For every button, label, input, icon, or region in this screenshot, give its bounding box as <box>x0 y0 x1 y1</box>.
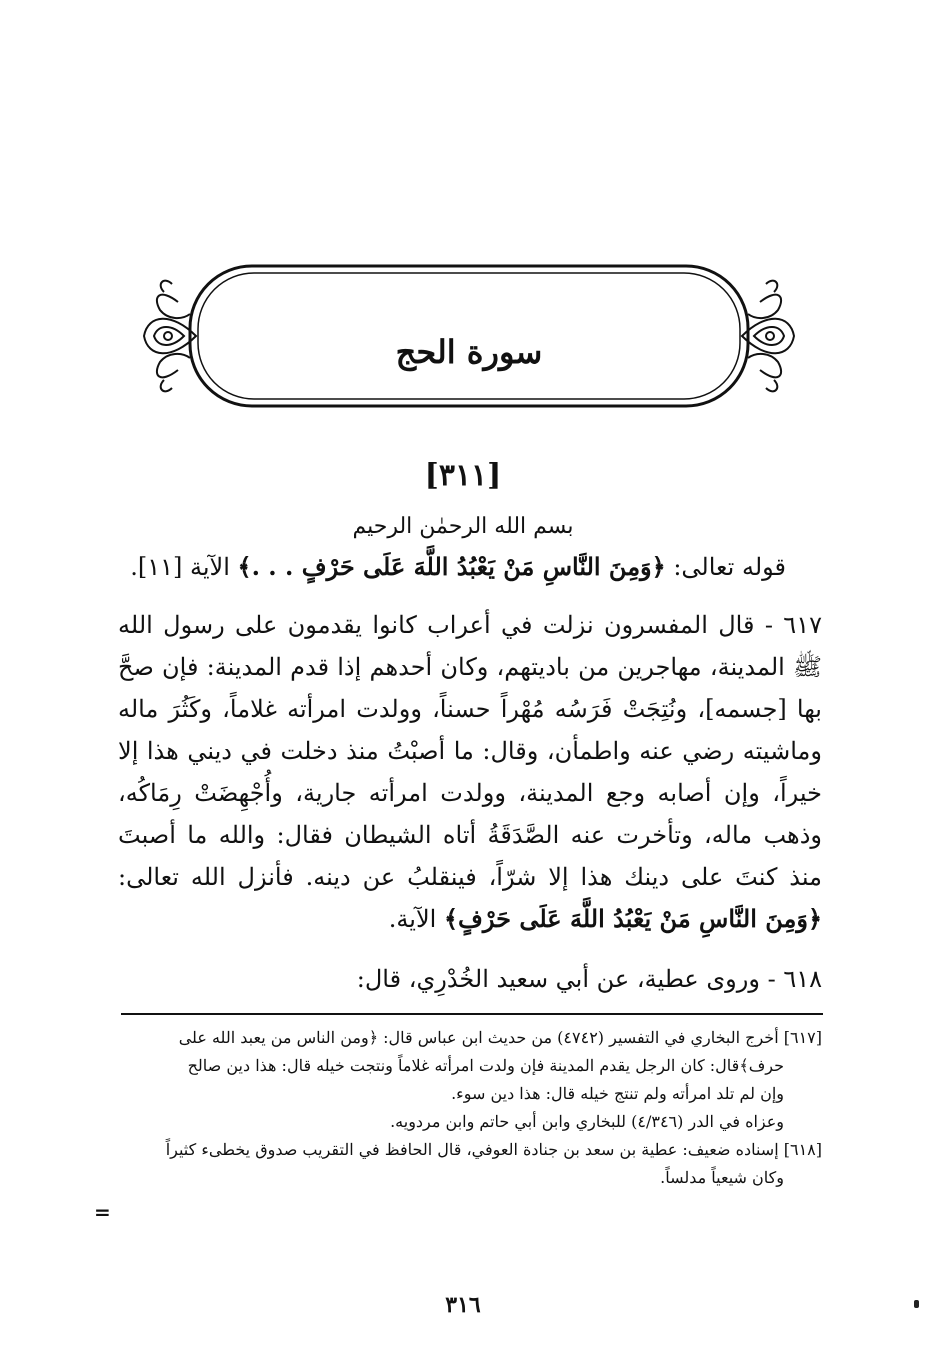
paragraph-number: ٦١٨ - <box>767 965 822 993</box>
verse-quran-text: ﴿وَمِنَ النَّاسِ مَنْ يَعْبُدُ اللَّهَ عَلَى حَرْفٍ . . .﴾ <box>237 552 666 581</box>
footnote-617-line: حرف﴾قال: كان الرجل يقدم المدينة فإن ولدت امرأته غلاماً ونتجت خيله قال: هذا دين صالح <box>187 1056 784 1075</box>
paragraph-text-end: الآية. <box>388 905 437 933</box>
footnote-617-line: [٦١٧] أخرج البخاري في التفسير (٤٧٤٢) من حديث ابن عباس قال: ﴿ومن الناس من يعبد الله على <box>178 1028 822 1047</box>
verse-intro-suffix: الآية [١١]. <box>130 553 230 581</box>
verse-intro <box>130 550 786 584</box>
paragraph-text: وروى عطية، عن أبي سعيد الخُدْرِي، قال: <box>356 965 760 993</box>
basmala: بسم الله الرحمٰن الرحيم <box>352 514 574 539</box>
page-number: ٣١٦ <box>445 1292 481 1318</box>
footnote-divider <box>121 1013 823 1015</box>
surah-title-banner <box>138 262 800 410</box>
footnote-617-line: وإن لم تلد امرأته ولم تنتج خيله قال: هذا دين سوء. <box>451 1084 784 1103</box>
verse-intro-prefix: قوله تعالى: <box>673 553 786 581</box>
continuation-mark: = <box>94 1200 111 1224</box>
footnote-617-line: وعزاه في الدر (٤/٣٤٦) للبخاري وابن أبي حاتم وابن مردويه. <box>390 1112 784 1131</box>
footnote-618-line: وكان شيعياً مدلساً. <box>660 1168 784 1187</box>
footnote-618-line: [٦١٨] إسناده ضعيف: عطية بن سعد بن جنادة العوفي، قال الحافظ في التقريب صدوق يخطىء كثيراً <box>165 1140 822 1159</box>
paragraph-number: ٦١٧ - <box>764 611 822 639</box>
paragraph-617 <box>118 604 822 940</box>
footnotes <box>112 1024 822 1192</box>
surah-title: سورة الحج <box>395 333 543 371</box>
scan-mark <box>914 1300 919 1308</box>
paragraph-text: قال المفسرون نزلت في أعراب كانوا يقدمون على رسول الله ﷺ المدينة، مهاجرين من باديتهم، وكان أحدهم إذا قدم المدينة: فإن صحَّ بها [جسمه]، ونُتِجَتْ فَرَسُه مُهْراً حسناً، وولدت امرأته غلاماً، وكَثُرَ ماله وماشيته رضي عنه واطمأن، وقال: ما أصبْتُ منذ دخلت في ديني هذا إلا خيراً، وإن أصابه وجع المدينة، وولدت امرأته جارية، وأُجْهِضَتْ رِمَاكُه، وذهب ماله، وتأخرت عنه الصَّدَقَةُ أتاه الشيطان فقال: والله ما أصبتَ منذ كنتَ على دينك هذا إلا شرّاً، فينقلبُ عن دينه. فأنزل الله تعالى: <box>118 611 822 891</box>
paragraph-quran-text: ﴿وَمِنَ النَّاسِ مَنْ يَعْبُدُ اللَّهَ عَلَى حَرْفٍ﴾ <box>443 904 822 933</box>
section-number: [٣١١] <box>424 458 502 493</box>
paragraph-618 <box>118 958 822 1000</box>
